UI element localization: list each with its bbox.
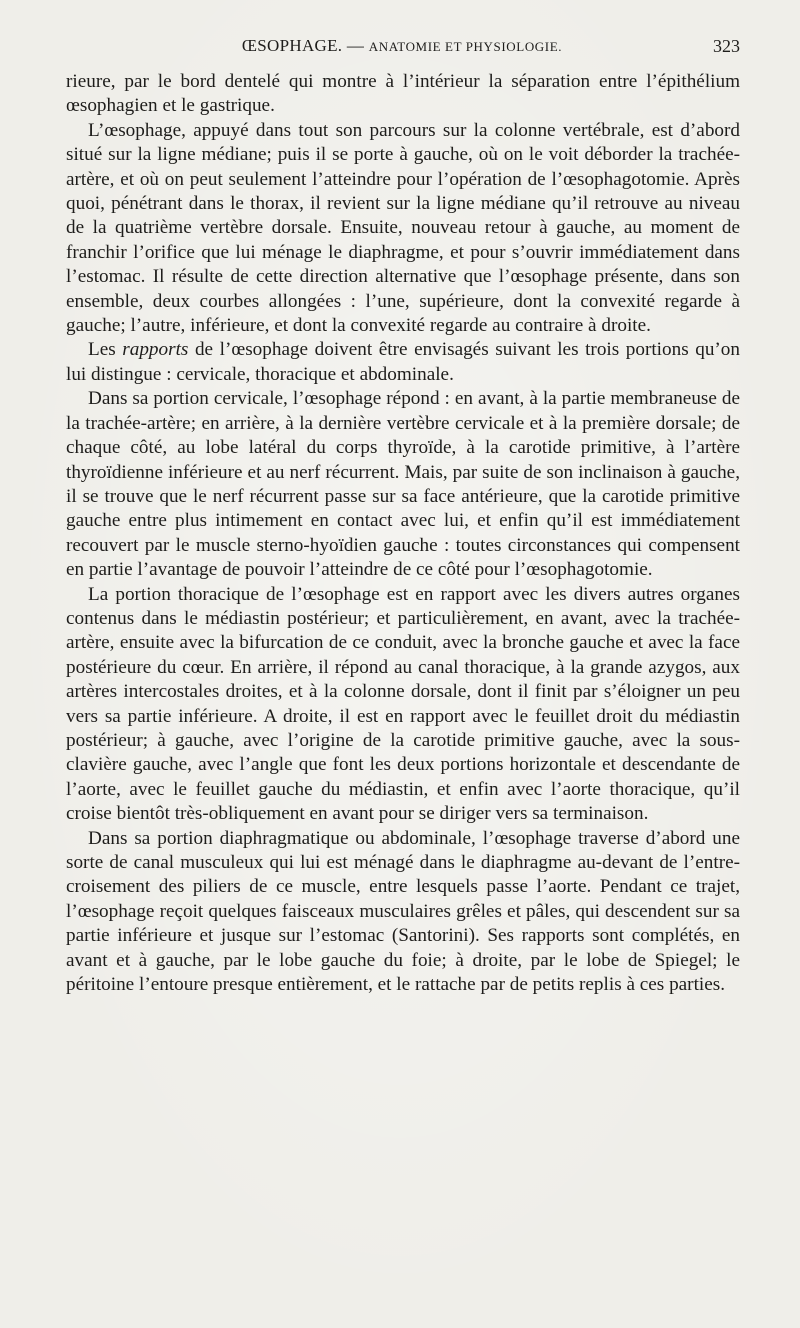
paragraph-continuation: rieure, par le bord dentelé qui montre à l’intérieur la séparation entre l’épithélium œsophagien et le gastrique. <box>66 71 740 117</box>
running-head-title: ŒSOPHAGE. <box>241 36 343 55</box>
paragraph-rapports-end: de l’œsophage doivent être envisagés suivant les trois portions qu’on lui distingue : cervicale, thoracique et abdominale. <box>66 339 740 385</box>
paragraph-thoracic: La portion thoracique de l’œsophage est en rapport avec les divers autres organes contenus dans le médiastin postérieur; et particulièrement, en avant, avec la trachée-artère, ensuite avec la bifurcation de ce conduit, avec la bronche gauche et avec la face postérieure du cœur. En arrière, il répond au canal thoracique, à la grande azygos, aux artères intercostales droites, et à la colonne dorsale, dont il finit par s’éloigner un peu vers sa partie inférieure. A droite, il est en rapport avec le feuillet droit du médiastin postérieur; à gauche, avec l’origine de la carotide primitive gauche, avec la sous-clavière gauche, avec l’angle que font les deux portions horizontale et descendante de l’aorte, avec le feuillet gauche du médiastin, et enfin avec l’aorte thoracique, qu’il croise bientôt très-obliquement en avant pour se diriger vers sa terminaison. <box>66 583 740 825</box>
paragraph-cervical: Dans sa portion cervicale, l’œsophage répond : en avant, à la partie membraneuse de la trachée-artère; en arrière, à la dernière vertèbre cervicale et à la première dorsale; de chaque côté, au lobe latéral du corps thyroïde, à la carotide primitive, à l’artère thyroïdienne inférieure et au nerf récurrent. Mais, par suite de son inclinaison à gauche, il se trouve que le nerf récurrent passe sur sa face antérieure, que la carotide primitive gauche entre plus intimement en contact avec lui, et enfin qu’il est immédiatement recouvert par le muscle sterno-hyoïdien gauche : toutes circonstances qui compensent en partie l’avantage de pouvoir l’atteindre de ce côté pour l’œsophagotomie. <box>66 388 740 581</box>
paragraph-rapports-start: Les <box>88 339 123 361</box>
paragraph-rapports <box>66 338 740 387</box>
paragraph-rapports-italic: rapports <box>122 339 189 361</box>
paragraph-course: L’œsophage, appuyé dans tout son parcours sur la colonne vertébrale, est d’abord situé sur la ligne médiane; puis il se porte à gauche, où on le voit déborder la trachée-artère, et où on peut seulement l’atteindre pour l’opération de l’œsophagotomie. Après quoi, pénétrant dans le thorax, il revient sur la ligne médiane qu’il retrouve au niveau de la quatrième vertèbre dorsale. Ensuite, nouveau retour à gauche, au moment de franchir l’orifice que lui ménage le diaphragme, et pour s’ouvrir immédiatement dans l’estomac. Il résulte de cette direction alternative que l’œsophage présente, dans son ensemble, deux courbes allongées : l’une, supérieure, dont la convexité regarde à gauche; l’autre, inférieure, et dont la convexité regarde au contraire à droite. <box>66 119 740 337</box>
paragraph-abdominal: Dans sa portion diaphragmatique ou abdominale, l’œsophage traverse d’abord une sorte de canal musculeux qui lui est ménagé dans le diaphragme au-devant de l’entre-croisement des piliers de ce muscle, entre lesquels passe l’aorte. Pendant ce trajet, l’œsophage reçoit quelques faisceaux musculaires grêles et pâles, qui descendent sur sa partie inférieure et jusque sur l’estomac (Santorini). Ses rapports sont complétés, en avant et à gauche, par le lobe gauche du foie; à droite, par le lobe de Spiegel; le péritoine l’entoure presque entièrement, et le rattache par de petits replis à ces parties. <box>66 827 740 996</box>
running-head <box>64 36 740 56</box>
running-head-subtitle: ANATOMIE ET PHYSIOLOGIE. <box>368 39 563 54</box>
running-head-separator: — <box>342 36 369 55</box>
body-text <box>66 70 740 997</box>
page-number: 323 <box>713 36 740 56</box>
page-header <box>64 36 740 64</box>
